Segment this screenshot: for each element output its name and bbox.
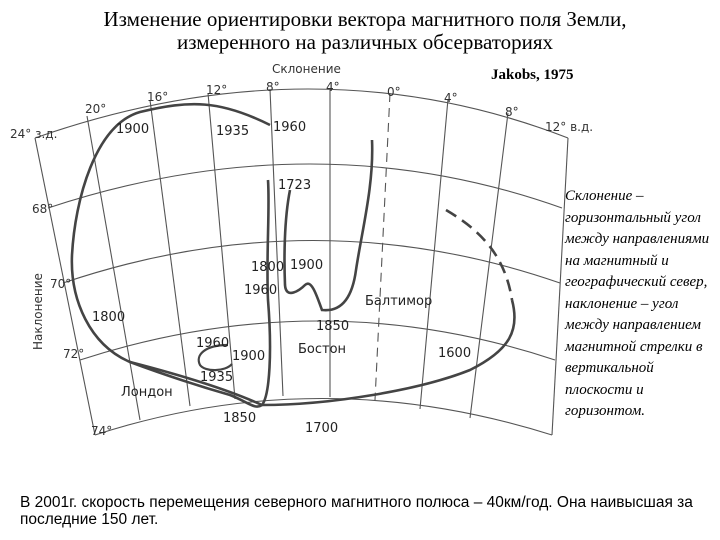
dec-tick-8w: 8°: [266, 80, 280, 94]
year-1700: 1700: [305, 421, 339, 436]
title-line-2: измеренного на различных обсерваториях: [176, 30, 554, 54]
year-1600: 1600: [438, 346, 472, 361]
dec-tick-8e: 8°: [505, 105, 519, 119]
grid-meridian-16w: [150, 100, 190, 406]
year-1960-top: 1960: [273, 120, 307, 135]
dec-tick-24w: 24° з.д.: [10, 127, 58, 141]
explanation-text: Склонение – горизонтальный угол между направлениями на магнитный и географический север, наклонение – угол между направлением магнитной стрелки в вертикальной плоскости и горизонтом.: [565, 188, 710, 419]
inc-tick-74: 74°: [91, 424, 113, 438]
year-1960-london: 1960: [196, 336, 230, 351]
dec-tick-20w: 20°: [85, 102, 107, 116]
dec-tick-4e: 4°: [444, 91, 458, 105]
year-1960-mid: 1960: [244, 283, 278, 298]
label-boston: Бостон: [298, 342, 347, 357]
year-1800-boston: 1800: [251, 260, 285, 275]
grid-meridian-20w: [87, 116, 140, 420]
year-1800-london: 1800: [92, 310, 126, 325]
label-london: Лондон: [121, 385, 173, 400]
year-1723: 1723: [278, 178, 312, 193]
grid-meridian-zero: [375, 93, 390, 400]
inc-tick-72: 72°: [63, 347, 85, 361]
year-1900-top: 1900: [116, 122, 150, 137]
grid-meridian-4e: [420, 99, 448, 409]
year-1935-london: 1935: [200, 370, 234, 385]
label-baltimore: Балтимор: [365, 294, 433, 309]
inclination-axis-title: Наклонение: [31, 273, 45, 350]
dec-tick-12w: 12°: [206, 83, 228, 97]
inc-tick-70: 70°: [50, 277, 72, 291]
dec-tick-12e: 12° в.д.: [545, 120, 594, 134]
year-1900-london: 1900: [232, 349, 266, 364]
footnote-text: В 2001г. скорость перемещения северного магнитного полюса – 40км/год. Она наивысшая за последние 150 лет.: [20, 494, 693, 528]
year-1935-top: 1935: [216, 124, 250, 139]
inc-tick-68: 68°: [32, 202, 54, 216]
declination-axis-title: Склонение: [272, 62, 341, 76]
title-line-1: Изменение ориентировки вектора магнитного поля Земли,: [103, 7, 627, 31]
year-1850-boston: 1850: [316, 319, 350, 334]
grid-meridian-8w: [270, 89, 283, 396]
dec-tick-0: 0°: [387, 85, 401, 99]
year-1850-london: 1850: [223, 411, 257, 426]
source-credit: Jakobs, 1975: [491, 67, 574, 83]
dec-tick-16w: 16°: [147, 90, 169, 104]
dec-tick-4w: 4°: [326, 80, 340, 94]
year-1900-boston: 1900: [290, 258, 324, 273]
